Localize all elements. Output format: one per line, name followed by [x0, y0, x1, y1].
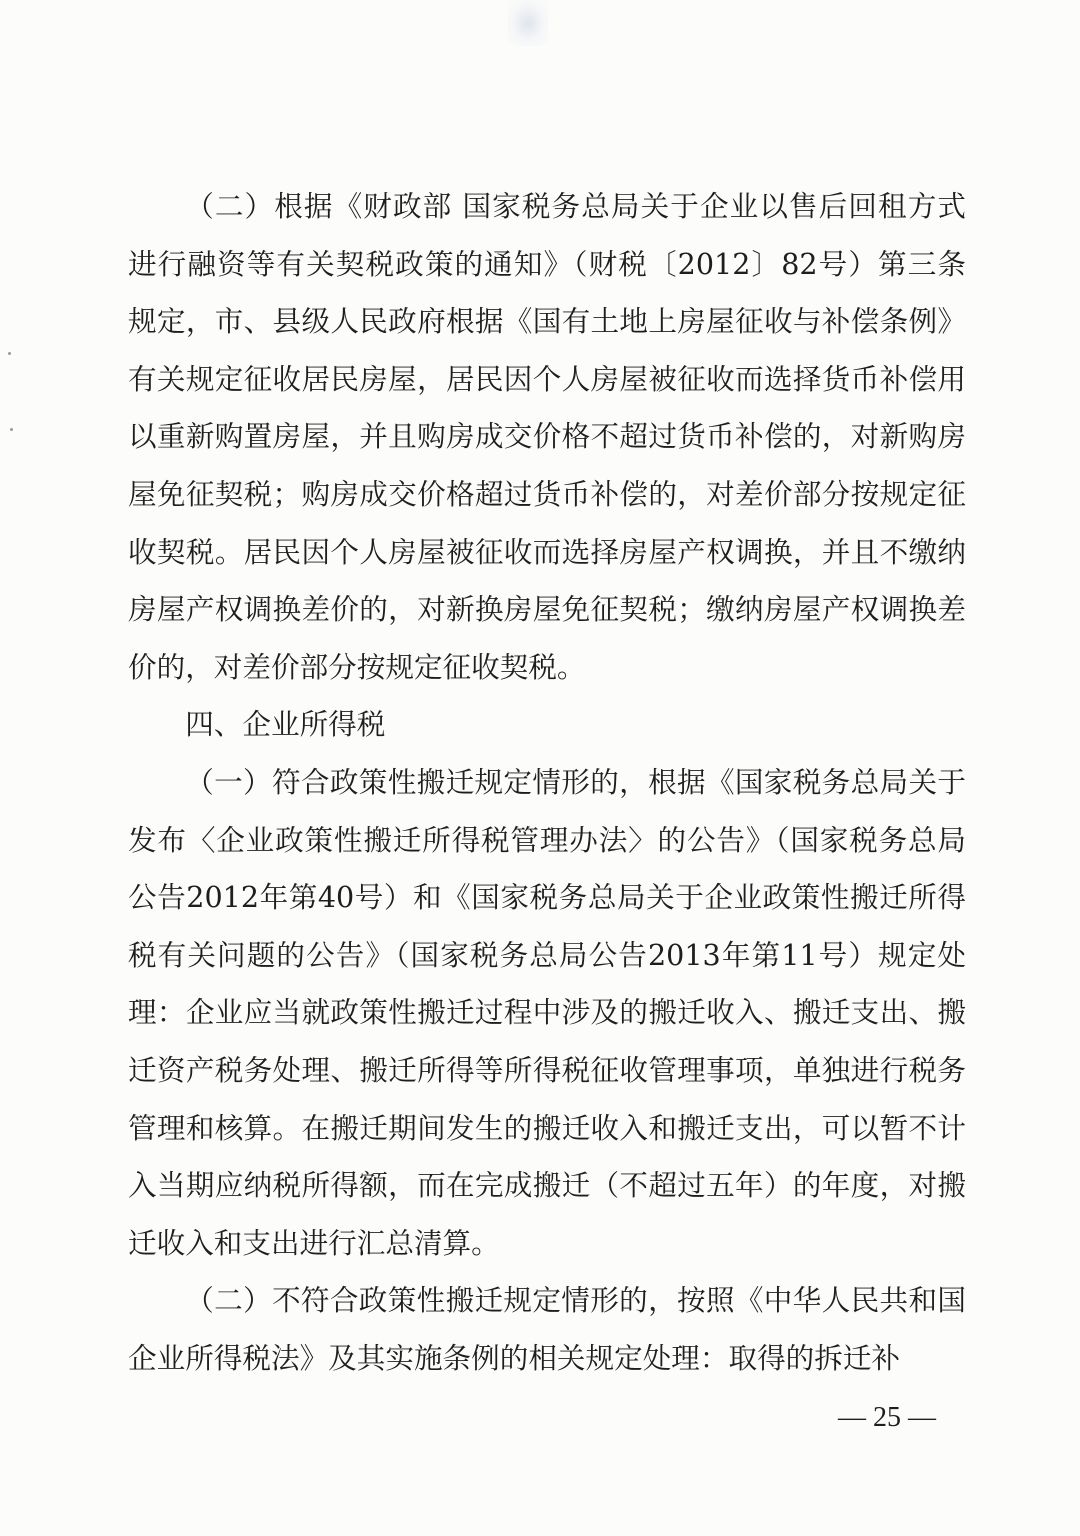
- paragraph-deed-tax-2: （二）根据《财政部 国家税务总局关于企业以售后回租方式进行融资等有关契税政策的通知》（财税〔2012〕82号）第三条规定，市、县级人民政府根据《国有土地上房屋征收与补偿条例》有关规定征收居民房屋，居民因个人房屋被征收而选择货币补偿用以重新购置房屋，并且购房成交价格不超过货币补偿的，对新购房屋免征契税；购房成交价格超过货币补偿的，对差价部分按规定征收契税。居民因个人房屋被征收而选择房屋产权调换，并且不缴纳房屋产权调换差价的，对新换房屋免征契税；缴纳房屋产权调换差价的，对差价部分按规定征收契税。: [128, 189, 966, 684]
- document-body: [128, 178, 966, 1387]
- paragraph-income-tax-2: （二）不符合政策性搬迁规定情形的，按照《中华人民共和国企业所得税法》及其实施条例的相关规定处理：取得的拆迁补: [128, 1283, 966, 1375]
- paragraph-income-tax-1: （一）符合政策性搬迁规定情形的，根据《国家税务总局关于发布〈企业政策性搬迁所得税管理办法〉的公告》（国家税务总局公告2012年第40号）和《国家税务总局关于企业政策性搬迁所得税有关问题的公告》（国家税务总局公告2013年第11号）规定处理：企业应当就政策性搬迁过程中涉及的搬迁收入、搬迁支出、搬迁资产税务处理、搬迁所得等所得税征收管理事项，单独进行税务管理和核算。在搬迁期间发生的搬迁收入和搬迁支出，可以暂不计入当期应纳税所得额，而在完成搬迁（不超过五年）的年度，对搬迁收入和支出进行汇总清算。: [128, 764, 966, 1260]
- section-heading-corporate-income-tax: 四、企业所得税: [185, 707, 386, 742]
- page-number: — 25 —: [838, 1402, 936, 1433]
- scan-speck: [10, 428, 13, 431]
- scan-speck: [8, 352, 11, 355]
- scan-smudge: [508, 0, 548, 46]
